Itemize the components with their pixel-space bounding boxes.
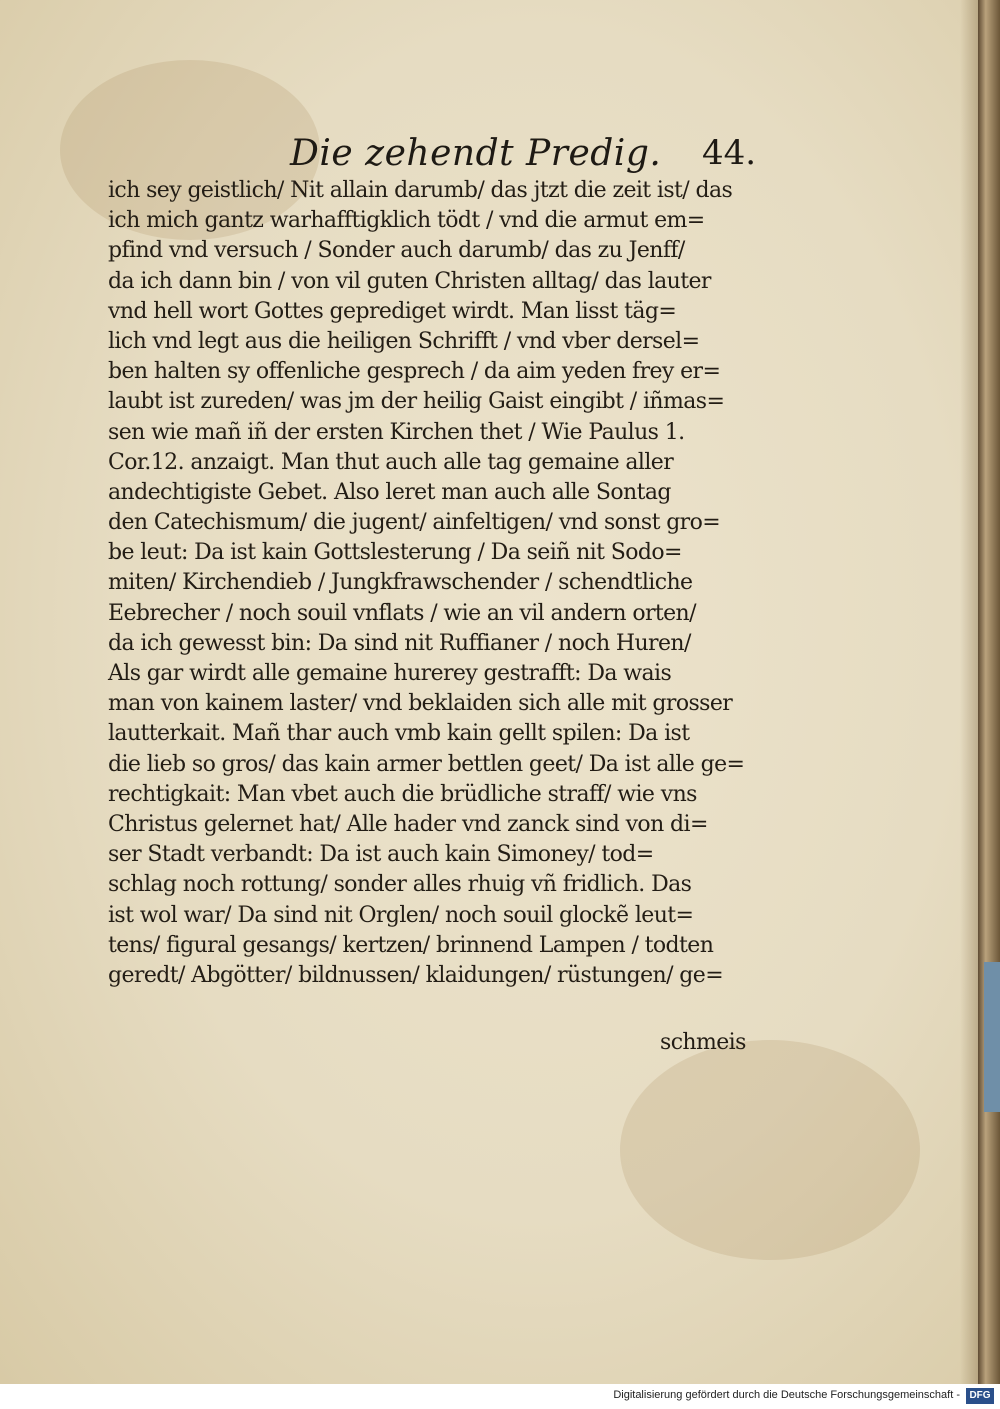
text-line: ben halten sy offenliche gesprech / da aim yeden frey er= [108,359,721,385]
text-line: ist wol war/ Da sind nit Orglen/ noch souil glockẽ leut= [108,902,694,928]
text-line: vnd hell wort Gottes geprediget wirdt. Man lisst täg= [108,298,677,324]
text-line: lich vnd legt aus die heiligen Schrifft / vnd vber dersel= [108,328,700,354]
running-head [290,133,760,179]
funding-credit: Digitalisierung gefördert durch die Deutsche Forschungsgemeinschaft - [613,1389,960,1401]
text-line: andechtigiste Gebet. Also leret man auch alle Sontag [108,479,671,505]
text-line: den Catechismum/ die jugent/ ainfeltigen/ vnd sonst gro= [108,510,721,536]
text-line: sen wie mañ iñ der ersten Kirchen thet / Wie Paulus 1. [108,419,685,445]
text-line: tens/ figural gesangs/ kertzen/ brinnend Lampen / todten [108,932,714,958]
page-number: 44. [702,133,757,173]
text-line: Christus gelernet hat/ Alle hader vnd zanck sind von di= [108,811,708,837]
dfg-logo-icon: DFG [966,1388,994,1404]
text-line: ich mich gantz warhafftigklich tödt / vnd die armut em= [108,208,705,234]
paper-stain [620,1040,920,1260]
catchword: schmeis [660,1030,746,1055]
text-line: Cor.12. anzaigt. Man thut auch alle tag gemaine aller [108,449,674,475]
book-spine-edge [978,0,1000,1384]
text-line: Als gar wirdt alle gemaine hurerey gestrafft: Da wais [108,661,672,686]
text-line: geredt/ Abgötter/ bildnussen/ klaidungen/ rüstungen/ ge= [108,962,724,988]
text-line: pfind vnd versuch / Sonder auch darumb/ das zu Jenff/ [108,238,685,264]
footer-bar [0,1384,1000,1409]
text-line: Eebrecher / noch souil vnflats / wie an vil andern orten/ [108,600,696,626]
text-line: da ich gewesst bin: Da sind nit Ruffianer / noch Huren/ [108,630,691,656]
text-line: da ich dann bin / von vil guten Christen alltag/ das lauter [108,268,711,294]
text-line: rechtigkait: Man vbet auch die brüdliche straff/ wie vns [108,781,697,807]
text-line: be leut: Da ist kain Gottslesterung / Da seiñ nit Sodo= [108,540,682,566]
body-text [108,176,768,991]
text-line: lautterkait. Mañ thar auch vmb kain gellt spilen: Da ist [108,721,690,747]
text-line: laubt ist zureden/ was jm der heilig Gaist eingibt / iñmas= [108,389,725,415]
text-line: ser Stadt verbandt: Da ist auch kain Simoney/ tod= [108,842,654,868]
running-head-title: Die zehendt Predig. [290,133,662,174]
color-tab-marker [984,962,1000,1112]
page-edge-shadow [960,0,978,1384]
text-line: ich sey geistlich/ Nit allain darumb/ das jtzt die zeit ist/ das [108,178,733,203]
text-line: man von kainem laster/ vnd beklaiden sich alle mit grosser [108,691,733,717]
text-line: die lieb so gros/ das kain armer bettlen geet/ Da ist alle ge= [108,751,745,777]
text-line: schlag noch rottung/ sonder alles rhuig vñ fridlich. Das [108,872,692,898]
text-line: miten/ Kirchendieb / Jungkfrawschender / schendtliche [108,570,693,596]
